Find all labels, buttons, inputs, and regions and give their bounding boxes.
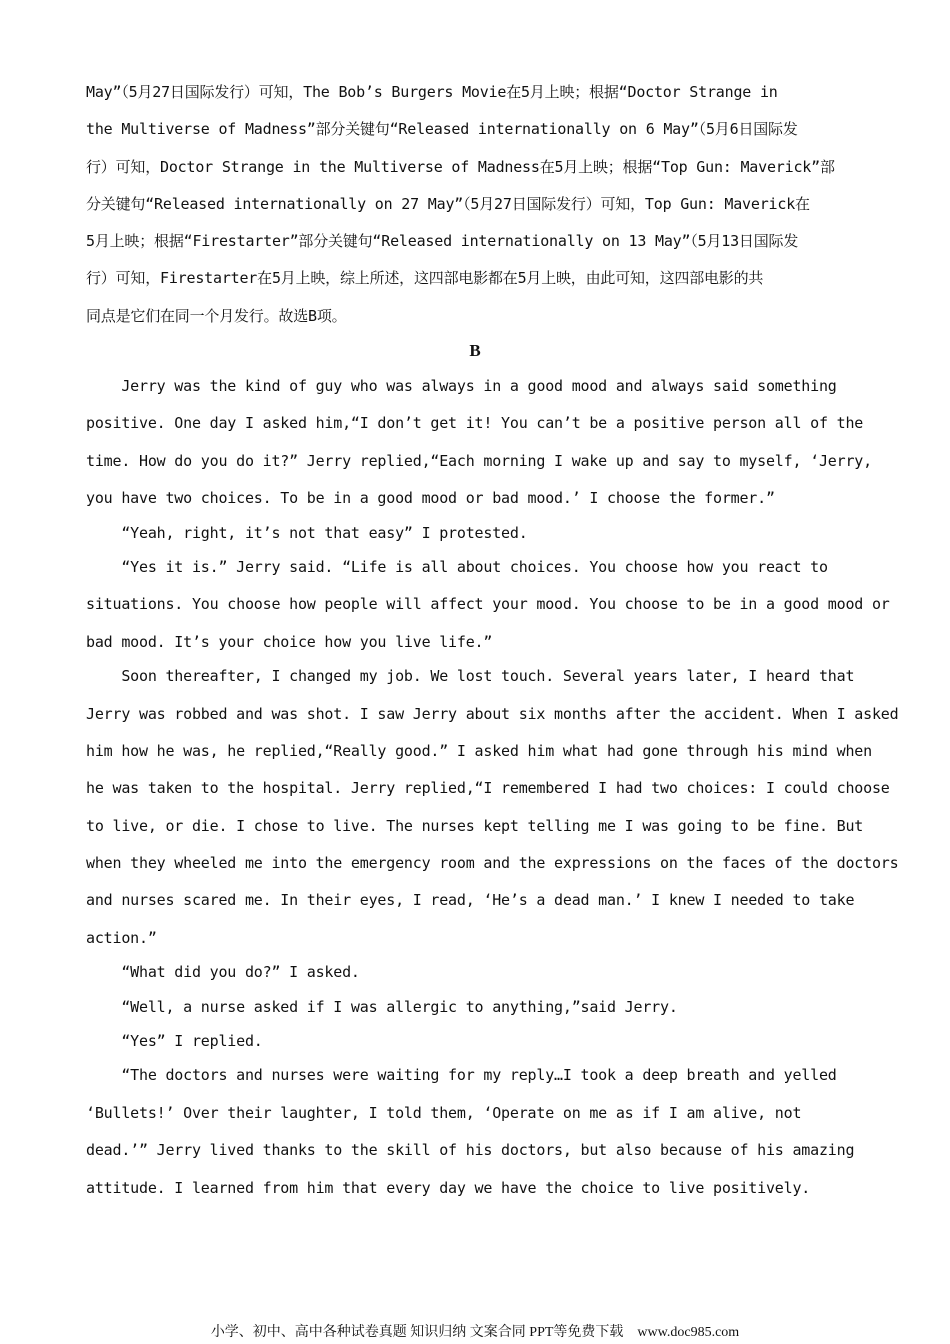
passage-line: “What did you do?” I asked. — [86, 963, 360, 981]
passage-line: “Yes” I replied. — [86, 1032, 263, 1050]
passage-line: bad mood. It’s your choice how you live life.” — [86, 633, 493, 651]
passage-line: ‘Bullets!’ Over their laughter, I told them, ‘Operate on me as if I am alive, not — [86, 1104, 802, 1122]
passage-line: positive. One day I asked him,“I don’t get it! You can’t be a positive person all of the — [86, 414, 864, 432]
passage-line: when they wheeled me into the emergency room and the expressions on the faces of the doctors — [86, 854, 899, 872]
explanation-line: 5月上映；根据“Firestarter”部分关键句“Released internationally on 13 May”（5月13日国际发 — [86, 232, 799, 250]
passage-line: Jerry was robbed and was shot. I saw Jerry about six months after the accident. When I asked — [86, 705, 899, 723]
passage-line: to live, or die. I chose to live. The nurses kept telling me I was going to be fine. But — [86, 817, 864, 835]
passage-line: attitude. I learned from him that every day we have the choice to live positively. — [86, 1179, 811, 1197]
passage-line: “Well, a nurse asked if I was allergic to anything,”said Jerry. — [86, 998, 678, 1016]
explanation-line: the Multiverse of Madness”部分关键句“Released internationally on 6 May”（5月6日国际发 — [86, 120, 798, 138]
explanation-line: 行）可知，Doctor Strange in the Multiverse of Madness在5月上映；根据“Top Gun: Maverick”部 — [86, 158, 835, 176]
page-footer: 小学、初中、高中各种试卷真题 知识归纳 文案合同 PPT等免费下载 www.doc985.com — [210, 1325, 740, 1340]
section-heading: B — [469, 341, 481, 360]
explanation-line: 同点是它们在同一个月发行。故选B项。 — [86, 307, 347, 325]
explanation-line: 分关键句“Released internationally on 27 May”（5月27日国际发行）可知，Top Gun: Maverick在 — [86, 195, 810, 213]
passage-line: Soon thereafter, I changed my job. We lost touch. Several years later, I heard that — [86, 667, 855, 685]
passage-line: he was taken to the hospital. Jerry replied,“I remembered I had two choices: I could choose — [86, 779, 890, 797]
explanation-line: May”（5月27日国际发行）可知，The Bob’s Burgers Movie在5月上映；根据“Doctor Strange in — [86, 83, 778, 101]
passage-line: you have two choices. To be in a good mood or bad mood.’ I choose the former.” — [86, 489, 775, 507]
passage-line: and nurses scared me. In their eyes, I read, ‘He’s a dead man.’ I knew I needed to take — [86, 891, 855, 909]
passage-line: action.” — [86, 929, 157, 947]
passage-line: situations. You choose how people will affect your mood. You choose to be in a good mood or — [86, 595, 890, 613]
passage-line: dead.’” Jerry lived thanks to the skill of his doctors, but also because of his amazing — [86, 1141, 855, 1159]
explanation-line: 行）可知，Firestarter在5月上映，综上所述，这四部电影都在5月上映，由此可知，这四部电影的共 — [86, 269, 764, 287]
passage-line: him how he was, he replied,“Really good.” I asked him what had gone through his mind when — [86, 742, 872, 760]
passage-line: “Yes it is.” Jerry said. “Life is all about choices. You choose how you react to — [86, 558, 828, 576]
passage-line: Jerry was the kind of guy who was always in a good mood and always said something — [86, 377, 837, 395]
passage-line: “The doctors and nurses were waiting for my reply…I took a deep breath and yelled — [86, 1066, 837, 1084]
passage-line: time. How do you do it?” Jerry replied,“Each morning I wake up and say to myself, ‘Jerry, — [86, 452, 872, 470]
passage-line: “Yeah, right, it’s not that easy” I protested. — [86, 524, 528, 542]
